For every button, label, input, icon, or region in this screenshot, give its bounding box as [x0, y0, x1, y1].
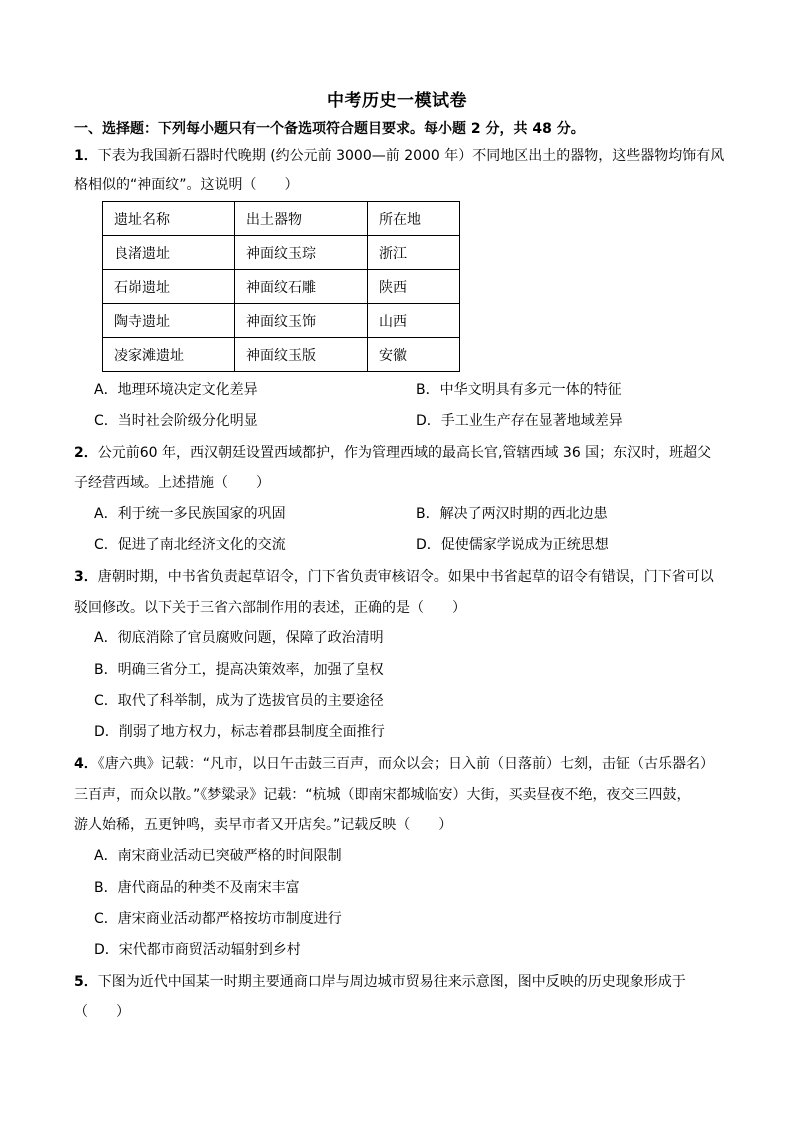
question-2-option-a[interactable]: A．利于统一多民族国家的巩固 — [94, 506, 286, 522]
question-2-option-b[interactable]: B．解决了两汉时期的西北边患 — [416, 506, 608, 522]
question-1-option-b[interactable]: B．中华文明具有多元一体的特征 — [416, 382, 622, 398]
question-5-number: 5． — [74, 974, 98, 990]
artifact-table — [102, 201, 460, 372]
question-2-number: 2． — [74, 445, 98, 461]
question-5-line-2: （ ） — [74, 1004, 130, 1020]
question-1-number: 1． — [74, 148, 98, 164]
table-cell: 山西 — [368, 304, 460, 338]
question-4-line-2: 三百声，而众以散。”《梦粱录》记载：“杭城（即南宋都城临安）大街，买卖昼夜不绝，夜交三四鼓， — [74, 787, 691, 803]
table-cell: 陶寺遗址 — [103, 304, 235, 338]
table-cell: 良渚遗址 — [103, 236, 235, 270]
question-3-line-1: 3．唐朝时期，中书省负责起草诏令，门下省负责审核诏令。如果中书省起草的诏令有错误，门下省可以 — [74, 569, 714, 585]
table-cell: 神面纹石雕 — [235, 270, 368, 304]
question-4-number: 4． — [74, 756, 98, 772]
question-3-line-2: 驳回修改。以下关于三省六部制作用的表述，正确的是（ ） — [74, 600, 466, 616]
table-row — [103, 236, 460, 270]
question-4-option-c[interactable]: C．唐宋商业活动都严格按坊市制度进行 — [94, 911, 342, 927]
question-3-option-c[interactable]: C．取代了科举制，成为了选拔官员的主要途径 — [94, 693, 384, 709]
table-cell: 安徽 — [368, 338, 460, 372]
table-cell: 神面纹玉版 — [235, 338, 368, 372]
table-row — [103, 304, 460, 338]
table-header-cell: 遗址名称 — [103, 202, 235, 236]
question-4-option-b[interactable]: B．唐代商品的种类不及南宋丰富 — [94, 880, 300, 896]
table-cell: 神面纹玉饰 — [235, 304, 368, 338]
question-2-line-2: 子经营西域。上述措施（ ） — [74, 475, 270, 491]
table-header-cell: 出土器物 — [235, 202, 368, 236]
question-4-option-d[interactable]: D．宋代都市商贸活动辐射到乡村 — [94, 942, 301, 958]
question-3-number: 3． — [74, 569, 98, 585]
question-3-option-b[interactable]: B．明确三省分工，提高决策效率，加强了皇权 — [94, 662, 384, 678]
table-cell: 凌家滩遗址 — [103, 338, 235, 372]
question-5-line-1: 5．下图为近代中国某一时期主要通商口岸与周边城市贸易往来示意图，图中反映的历史现象形成于 — [74, 974, 686, 990]
question-4-line-1: 4．《唐六典》记载：“凡市，以日午击鼓三百声，而众以会；日入前（日落前）七刻，击钲（古乐器名） — [74, 756, 715, 772]
question-1-option-d[interactable]: D．手工业生产存在显著地域差异 — [416, 413, 623, 429]
question-4-line-3: 游人始稀，五更钟鸣，卖早市者又开店矣。”记载反映（ ） — [74, 817, 453, 833]
question-3-option-a[interactable]: A．彻底消除了官员腐败问题，保障了政治清明 — [94, 630, 384, 646]
question-2-line-1: 2．公元前60 年，西汉朝廷设置西域都护，作为管理西域的最高长官,管辖西域 36 国；东汉时，班超父 — [74, 445, 712, 461]
question-2-option-c[interactable]: C．促进了南北经济文化的交流 — [94, 537, 286, 553]
question-1-option-c[interactable]: C．当时社会阶级分化明显 — [94, 413, 258, 429]
table-cell: 神面纹玉琮 — [235, 236, 368, 270]
table-row — [103, 270, 460, 304]
page-title: 中考历史一模试卷 — [327, 91, 467, 111]
table-header-cell: 所在地 — [368, 202, 460, 236]
table-cell: 浙江 — [368, 236, 460, 270]
question-4-option-a[interactable]: A．南宋商业活动已突破严格的时间限制 — [94, 848, 342, 864]
table-cell: 陕西 — [368, 270, 460, 304]
question-1-line-2: 格相似的“神面纹”。这说明（ ） — [74, 177, 299, 193]
question-3-option-d[interactable]: D．削弱了地方权力，标志着郡县制度全面推行 — [94, 724, 385, 740]
table-row — [103, 338, 460, 372]
question-1-option-a[interactable]: A．地理环境决定文化差异 — [94, 382, 258, 398]
table-cell: 石峁遗址 — [103, 270, 235, 304]
question-2-option-d[interactable]: D．促使儒家学说成为正统思想 — [416, 537, 609, 553]
table-header-row — [103, 202, 460, 236]
question-1-line-1: 1．下表为我国新石器时代晚期 (约公元前 3000—前 2000 年）不同地区出土的器物，这些器物均饰有风 — [74, 148, 725, 164]
section-heading: 一、选择题：下列每小题只有一个备选项符合题目要求。每小题 2 分，共 48 分。 — [74, 121, 585, 137]
